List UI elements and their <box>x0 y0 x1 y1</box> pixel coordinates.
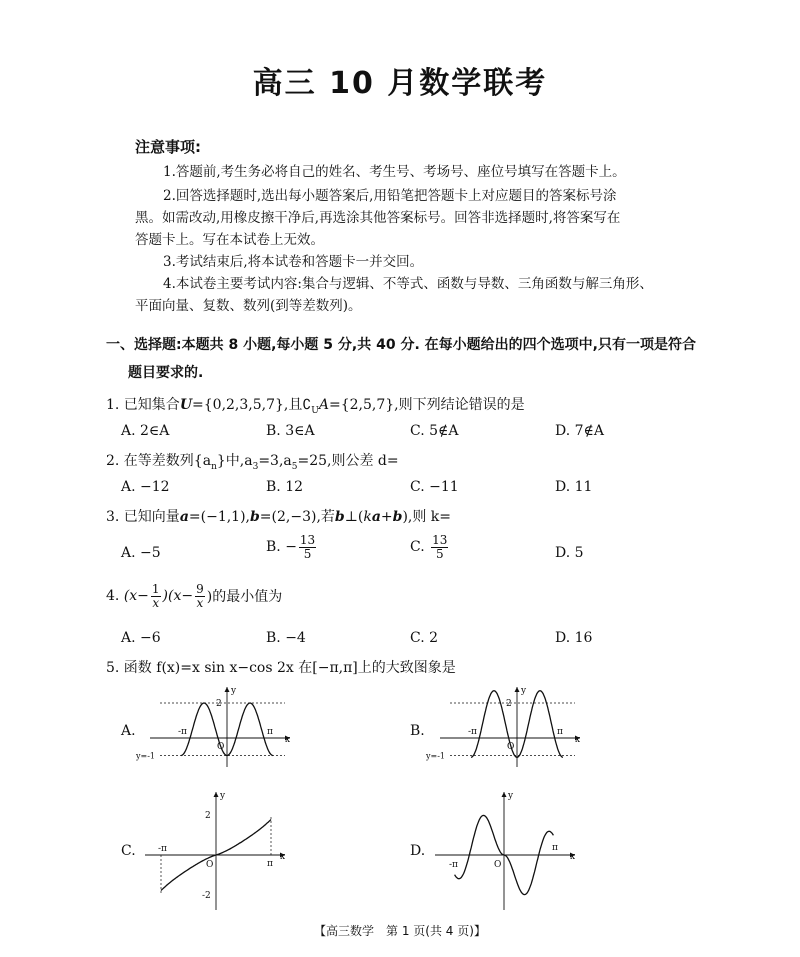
q1-option-b: B. 3∈A <box>266 423 315 439</box>
q5-option-a-label: A. <box>121 723 136 739</box>
q3-option-d: D. 5 <box>555 545 584 561</box>
section-heading: 一、选择题:本题共 8 小题,每小题 5 分,共 40 分. 在每小题给出的四个选项中,只有一项是符合 <box>106 337 696 353</box>
tick-neg-pi: -π <box>468 727 477 737</box>
graph-option-b <box>425 685 585 770</box>
q4-option-b: B. −4 <box>266 630 306 646</box>
q2-option-d: D. 11 <box>555 479 593 495</box>
section-heading-cont: 题目要求的. <box>128 365 204 381</box>
graph-option-d <box>425 790 585 915</box>
tick-pi: π <box>552 843 558 853</box>
q5-option-b-label: B. <box>410 723 425 739</box>
q3-option-c: C. $\frac{13}{5}$ <box>410 533 448 561</box>
q5-option-d-label: D. <box>410 843 426 859</box>
y-axis-arrow <box>225 687 230 692</box>
tick-pi: π <box>267 859 273 869</box>
graph-option-a <box>135 685 295 770</box>
notice-line: 1.答题前,考生务必将自己的姓名、考生号、考场号、座位号填写在答题卡上。 <box>163 164 626 180</box>
graph-option-c <box>135 790 295 915</box>
y-axis-arrow <box>502 792 507 797</box>
page-title: 高三 10 月数学联考 <box>252 66 548 101</box>
origin-label: O <box>206 860 214 870</box>
question-5-stem: 5. 函数 f(x)=x sin x−cos 2x 在[−π,π]上的大致图象是 <box>106 660 456 676</box>
tick-neg-2: -2 <box>202 891 211 901</box>
tick-neg-pi: -π <box>178 727 187 737</box>
y-label: y <box>231 686 237 696</box>
question-4-stem: 4. (x− $\frac{1}{x}$ )(x− $\frac{9}{x}$ )的最小值为 <box>106 582 283 610</box>
tick-neg-pi: -π <box>158 844 167 854</box>
q1-option-c: C. 5∉A <box>410 423 459 439</box>
y-label: y <box>508 791 514 801</box>
q1-option-a: A. 2∈A <box>121 423 170 439</box>
origin-label: O <box>217 742 225 752</box>
tick-2: 2 <box>205 811 211 821</box>
x-label: x <box>285 735 291 745</box>
tick-pi: π <box>267 727 273 737</box>
q3-option-b: B. − $\frac{13}{5}$ <box>266 533 316 561</box>
q2-option-b: B. 12 <box>266 479 304 495</box>
notice-line: 黑。如需改动,用橡皮擦干净后,再选涂其他答案标号。回答非选择题时,将答案写在 <box>135 210 621 226</box>
tick-2: 2 <box>506 699 512 709</box>
tick-2: 2 <box>216 699 222 709</box>
notice-heading: 注意事项: <box>135 138 201 156</box>
question-2-stem: 2. 在等差数列$\{a_n\}$中$,a_3=3,a_5=25$,则公差 d= <box>106 453 399 472</box>
x-label: x <box>575 735 581 745</box>
q2-option-c: C. −11 <box>410 479 459 495</box>
question-1-stem: 1. 已知集合U={0,2,3,5,7},且$∁_UA=\{2,5,7\}$,则下列结论错误的是 <box>106 397 525 416</box>
label-y-neg1: y=-1 <box>136 751 156 761</box>
y-axis-arrow <box>515 687 520 692</box>
notice-line: 2.回答选择题时,选出每小题答案后,用铅笔把答题卡上对应题目的答案标号涂 <box>163 188 617 204</box>
q4-option-d: D. 16 <box>555 630 593 646</box>
question-3-stem: 3. 已知向量a=(−1,1),b=(2,−3),若b⊥(ka+b),则 k= <box>106 509 452 525</box>
notice-line: 答题卡上。写在本试卷上无效。 <box>135 232 324 248</box>
y-label: y <box>521 686 527 696</box>
tick-pi: π <box>557 727 563 737</box>
origin-label: O <box>507 742 515 752</box>
origin-label: O <box>494 860 502 870</box>
q4-option-a: A. −6 <box>121 630 161 646</box>
y-axis-arrow <box>214 792 219 797</box>
tick-neg-pi: -π <box>449 860 458 870</box>
label-y-neg1: y=-1 <box>426 751 446 761</box>
notice-line: 3.考试结束后,将本试卷和答题卡一并交回。 <box>163 254 424 270</box>
notice-line: 4.本试卷主要考试内容:集合与逻辑、不等式、函数与导数、三角函数与解三角形、 <box>163 276 653 292</box>
y-label: y <box>220 791 226 801</box>
q5-option-c-label: C. <box>121 843 136 859</box>
q4-option-c: C. 2 <box>410 630 439 646</box>
q1-option-d: D. 7∉A <box>555 423 605 439</box>
notice-line: 平面向量、复数、数列(到等差数列)。 <box>135 298 362 314</box>
page-footer: 【高三数学 第 1 页(共 4 页)】 <box>314 924 486 938</box>
x-label: x <box>280 852 286 862</box>
q3-option-a: A. −5 <box>121 545 161 561</box>
q2-option-a: A. −12 <box>121 479 170 495</box>
x-label: x <box>570 852 576 862</box>
